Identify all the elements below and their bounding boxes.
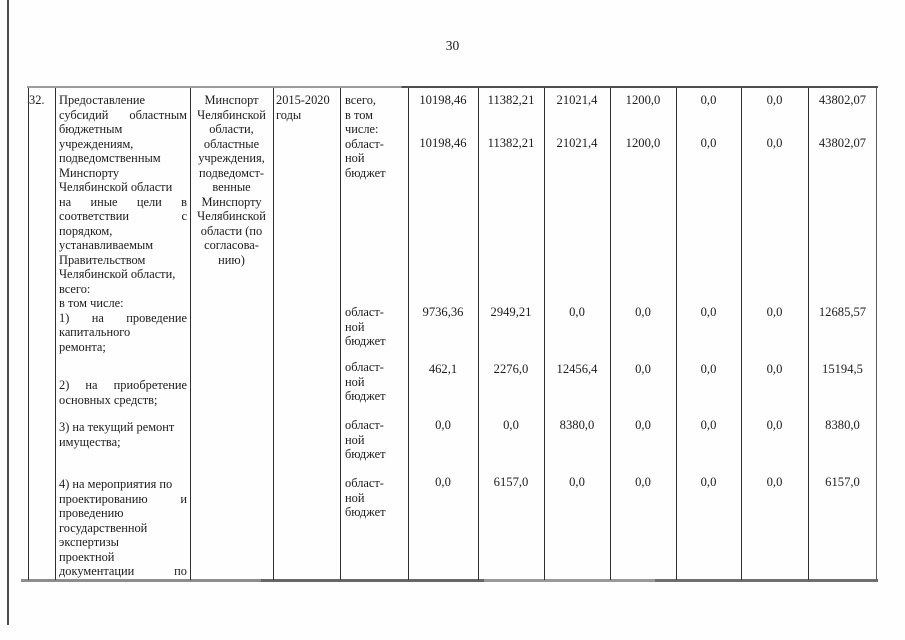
value-cell: 9736,36 (422, 305, 464, 319)
value-cell: 6157,0 (825, 475, 860, 489)
description-line: 2) на приобретение (59, 378, 187, 392)
value-cell: 8380,0 (559, 418, 595, 432)
description-line: бюджетным (59, 122, 123, 136)
description-line: в том числе: (59, 296, 124, 310)
value-cell: 0,0 (700, 305, 717, 319)
table-column-line (478, 88, 479, 580)
value-cell: 0,0 (635, 362, 651, 376)
funding-budget-block (340, 476, 408, 520)
funding-line: бюджет (345, 334, 386, 348)
description-line: 4) на мероприятия по (59, 477, 173, 491)
funding-budget-block (340, 360, 408, 404)
funding-line: ной (345, 432, 365, 447)
description-line: устанавливаемым (59, 238, 154, 252)
table-column-line (676, 88, 677, 580)
description-line: ремонта; (59, 339, 106, 354)
value-cell: 2949,21 (490, 305, 532, 319)
funding-line: бюджет (345, 505, 386, 519)
value-row-item2 (408, 362, 877, 377)
value-cell: 12456,4 (556, 362, 598, 376)
funding-line: област- (345, 360, 384, 374)
description-line: проектной (59, 549, 115, 564)
value-cell: 0,0 (435, 475, 451, 489)
executor-line: нию) (218, 252, 245, 267)
description-cell (55, 88, 190, 580)
scan-edge-artifact (7, 0, 9, 625)
executor-line: Челябинской (197, 107, 266, 122)
value-cell: 0,0 (766, 418, 783, 432)
value-cell: 0,0 (635, 475, 651, 489)
value-row-item3 (408, 418, 877, 433)
row-number: 32. (29, 93, 45, 107)
value-cell: 0,0 (700, 93, 717, 107)
value-cell: 0,0 (700, 362, 717, 376)
value-cell: 6157,0 (493, 475, 529, 489)
description-line: Правительством (59, 252, 146, 267)
funding-line: ной (345, 319, 365, 334)
executor-cell (190, 88, 273, 580)
description-line: Предоставление (59, 93, 145, 107)
description-line: Челябинской области (59, 180, 173, 194)
funding-type-cell (340, 88, 408, 580)
value-cell: 12685,57 (818, 305, 867, 319)
value-cell: 10198,46 (419, 93, 467, 107)
description-line: всего: (59, 281, 91, 296)
funding-line: ной (345, 151, 365, 165)
description-line: проектированию и (59, 491, 187, 506)
executor-line: подведомст- (198, 165, 265, 180)
funding-line: бюджет (345, 165, 386, 180)
funding-line: област- (345, 136, 384, 151)
description-line: документации по (59, 564, 187, 578)
description-line: капитального (59, 325, 131, 339)
value-row-item4 (408, 475, 877, 490)
executor-line: области (по (200, 223, 263, 238)
description-line: государственной (59, 520, 148, 535)
period-line: 2015-2020 (276, 93, 330, 107)
value-cell: 0,0 (435, 418, 451, 432)
value-cell: 15194,5 (822, 362, 863, 376)
description-main-block (59, 93, 187, 354)
description-line: проведению (59, 506, 124, 520)
funding-line: бюджет (345, 447, 386, 461)
value-cell: 21021,4 (556, 136, 598, 150)
value-cell: 0,0 (503, 418, 519, 432)
description-line: порядком, (59, 223, 113, 238)
description-line: подведомственным (59, 151, 161, 165)
funding-line: ной (345, 374, 365, 389)
funding-line: в том (345, 107, 373, 122)
value-cell: 0,0 (635, 305, 651, 319)
value-cell: 1200,0 (625, 93, 661, 107)
table-column-line (741, 88, 742, 580)
period-line: годы (276, 107, 302, 122)
value-cell: 0,0 (766, 475, 783, 489)
funding-line: числе: (345, 122, 379, 136)
value-cell: 21021,4 (556, 93, 598, 107)
executor-line: согласова- (204, 238, 259, 252)
table-column-line (544, 88, 545, 580)
description-line: Минспорту (59, 165, 120, 180)
funding-line: всего, (345, 93, 376, 107)
value-cell: 2276,0 (493, 362, 529, 376)
value-cell: 0,0 (569, 305, 585, 319)
row-number-cell (28, 88, 55, 580)
table-column-line (610, 88, 611, 580)
value-cell: 0,0 (700, 136, 717, 150)
table-column-line (408, 88, 409, 580)
value-cell: 11382,21 (487, 136, 535, 150)
description-line: 3) на текущий ремонт (59, 420, 175, 434)
description-item2-block (59, 378, 187, 407)
description-line: 1) на проведение (59, 310, 187, 325)
executor-line: венные (212, 180, 251, 194)
funding-line: бюджет (345, 389, 386, 403)
value-cell: 43802,07 (818, 93, 867, 107)
value-cell: 10198,46 (419, 136, 467, 150)
value-cell: 43802,07 (818, 136, 867, 150)
value-row-item1 (408, 305, 877, 320)
executor-line: области, (209, 122, 254, 136)
executor-line: областные (203, 136, 260, 151)
executor-line: учреждения, (198, 151, 265, 165)
value-cell: 1200,0 (625, 136, 661, 150)
description-line: основных средств; (59, 392, 158, 407)
description-line: учреждениям, (59, 136, 134, 151)
table-column-line (808, 88, 809, 580)
value-cell: 0,0 (766, 93, 783, 107)
page-number: 30 (445, 38, 460, 53)
funding-budget-block (340, 305, 408, 349)
funding-budget-block (340, 418, 408, 462)
value-cell: 0,0 (635, 418, 651, 432)
period-cell (273, 88, 340, 580)
value-cell: 0,0 (700, 475, 717, 489)
description-item4-block (59, 477, 187, 579)
value-cell: 0,0 (766, 305, 783, 319)
value-row-oblast-budget (408, 136, 877, 151)
executor-line: Челябинской (197, 209, 266, 223)
description-line: на иные цели в (59, 194, 187, 209)
funding-line: ной (345, 490, 365, 505)
description-line: Челябинской области, (59, 267, 176, 281)
value-row-total (408, 93, 877, 108)
funding-line: област- (345, 476, 384, 490)
value-cell: 0,0 (700, 418, 717, 432)
description-line: субсидий областным (59, 107, 187, 122)
funding-line: област- (345, 418, 384, 432)
value-cell: 462,1 (428, 362, 458, 376)
executor-line: Минспорту (201, 194, 262, 209)
value-cell: 0,0 (766, 136, 783, 150)
description-line: имущества; (59, 434, 121, 449)
value-cell: 11382,21 (487, 93, 535, 107)
value-cell: 8380,0 (825, 418, 860, 432)
funding-total-block (340, 93, 408, 180)
description-item3-block (59, 420, 187, 449)
value-cell: 0,0 (766, 362, 783, 376)
funding-line: област- (345, 305, 384, 319)
budget-table (28, 88, 877, 580)
table-right-border (876, 88, 877, 580)
description-line: соответствии с (59, 209, 187, 223)
value-cell: 0,0 (569, 475, 585, 489)
description-line: экспертизы (59, 535, 119, 549)
executor-line: Минспорт (204, 93, 259, 107)
